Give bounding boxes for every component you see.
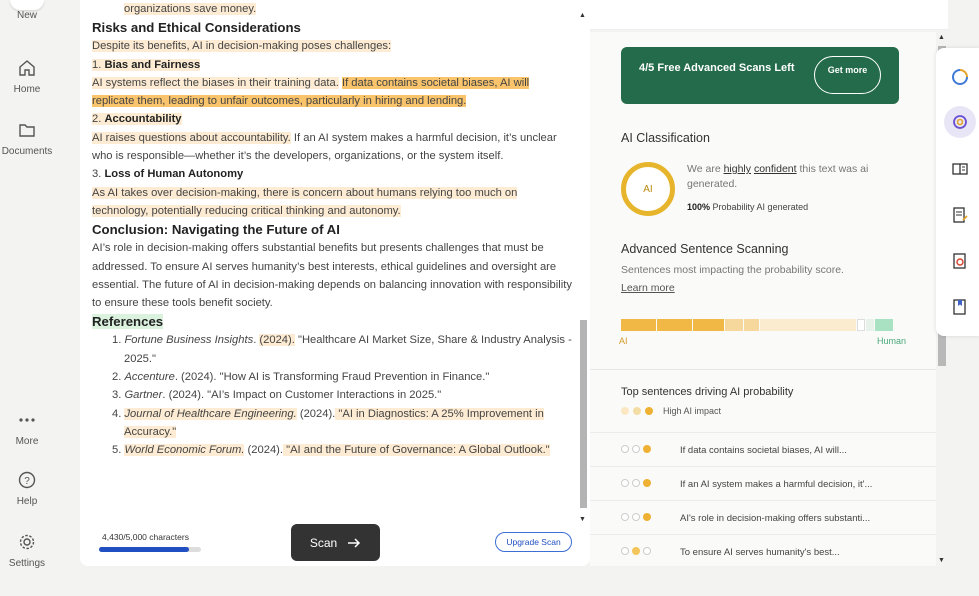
reference-item <box>92 405 572 442</box>
left-navigation <box>0 0 54 596</box>
sentence-text: If data contains societal biases, AI will... <box>680 445 847 456</box>
impact-legend <box>621 406 721 416</box>
reference-item <box>92 441 572 459</box>
upgrade-scan-button[interactable]: Upgrade Scan <box>495 532 572 552</box>
scale-segment <box>657 319 692 331</box>
character-progress-fill <box>99 547 189 552</box>
list-number: 3. <box>92 168 105 181</box>
list-number: 1. <box>92 58 105 71</box>
sentence-text: If an AI system makes a harmful decision, it'... <box>680 479 873 490</box>
ref-year: (2024). <box>168 389 205 402</box>
probability-value: 100% <box>687 202 711 212</box>
ref-sep: . <box>174 371 182 384</box>
ref-sep: . <box>162 389 169 402</box>
ai-detector-icon[interactable] <box>951 68 969 86</box>
document-text[interactable] <box>92 0 572 510</box>
desc-text: this text was ai generated. <box>687 163 869 190</box>
ref-number: 3. <box>112 389 125 402</box>
probability-label: Probability AI generated <box>710 202 809 212</box>
ref-source: Journal of Healthcare Engineering. <box>124 407 297 420</box>
ref-source: Fortune Business Insights <box>124 334 254 347</box>
nav-new[interactable] <box>0 0 54 21</box>
scan-circle-icon[interactable] <box>951 113 969 131</box>
ref-number: 1. <box>112 334 125 347</box>
nav-new-label: New <box>16 10 37 21</box>
book-icon[interactable] <box>951 160 969 178</box>
desc-confident[interactable]: confident <box>753 163 797 175</box>
nav-help-label: Help <box>16 496 38 507</box>
sentence-conclusion-a: AI’s role in decision-making offers substantial benefits but presents challenges that must be addressed. To ensure AI serves humanity’s best interests, ethical guidelines and oversight are essential. <box>92 242 557 291</box>
bookmark-document-icon[interactable] <box>951 298 969 316</box>
reference-item <box>92 368 572 386</box>
sentence-acc-b: If an AI system makes a harmful decision, it’s unclear who is responsible—whether it’s the developers, organizations, or the system itself. <box>92 131 557 163</box>
editor-scrollbar[interactable] <box>578 12 588 526</box>
reference-item <box>92 386 572 404</box>
ref-source: Gartner <box>124 389 163 402</box>
gear-icon <box>17 532 37 552</box>
legend-label: High AI impact <box>663 406 722 416</box>
scale-segment <box>725 319 743 331</box>
scroll-up-icon[interactable]: ▲ <box>938 34 945 41</box>
learn-more-link[interactable]: Learn more <box>621 282 675 294</box>
ai-classification-title: AI Classification <box>621 131 710 145</box>
edit-document-icon[interactable] <box>951 206 969 224</box>
ref-title: "AI’s Impact on Customer Interactions in 2025." <box>204 389 442 402</box>
doc-line: Despite its benefits, AI in decision-making poses challenges: <box>92 40 392 53</box>
editor-panel <box>80 0 590 566</box>
impact-dots <box>621 513 651 521</box>
ref-title: "How AI is Transforming Fraud Prevention in Finance." <box>216 371 490 384</box>
impact-dot <box>633 407 641 415</box>
nav-documents[interactable] <box>0 120 54 157</box>
list-number: 2. <box>92 113 105 126</box>
sentence-row[interactable] <box>590 466 936 500</box>
sentence-bias-a: AI systems reflect the biases in their training data. <box>92 76 339 89</box>
sentence-autonomy: As AI takes over decision-making, there is concern about humans relying too much on technology, potentially reducing critical thinking and autonomy. <box>92 186 518 217</box>
home-icon <box>17 58 37 78</box>
nav-documents-label: Documents <box>1 146 53 157</box>
scale-segment <box>693 319 724 331</box>
folder-icon <box>17 120 37 140</box>
ref-number: 5. <box>112 444 125 457</box>
nav-home[interactable] <box>0 58 54 95</box>
ref-number: 2. <box>112 371 125 384</box>
more-dots-icon <box>17 410 37 430</box>
doc-line: organizations save money. <box>124 3 257 15</box>
sentence-text: AI's role in decision-making offers substanti... <box>680 513 871 524</box>
scroll-down-icon[interactable]: ▼ <box>579 516 586 523</box>
promo-banner <box>621 47 899 104</box>
scale-segment <box>760 319 856 331</box>
probability-scale <box>621 319 899 331</box>
ai-description <box>687 162 897 192</box>
sentence-conclusion-b: The future of AI in decision-making depends on balancing innovation with responsibility to ensure these tools benefit society. <box>92 278 572 310</box>
results-panel <box>590 32 936 566</box>
sentence-text: To ensure AI serves humanity's best... <box>680 547 840 558</box>
scale-segment <box>621 319 656 331</box>
arrow-right-icon <box>347 537 361 549</box>
impact-dot <box>621 407 629 415</box>
scroll-up-icon[interactable]: ▲ <box>579 12 586 19</box>
scale-segment <box>744 319 759 331</box>
impact-dot <box>645 407 653 415</box>
ai-probability <box>687 202 808 212</box>
ref-title: "AI and the Future of Governance: A Global Outlook." <box>283 444 550 457</box>
editor-footer <box>80 520 590 566</box>
ai-score-ring: AI <box>621 162 675 216</box>
scale-segment <box>866 319 874 331</box>
new-button-icon[interactable] <box>10 0 44 10</box>
nav-more-label: More <box>15 436 39 447</box>
scan-button[interactable] <box>291 524 380 561</box>
scale-ai-label: AI <box>619 336 628 346</box>
svg-text:?: ? <box>24 476 30 487</box>
help-icon <box>17 470 37 490</box>
scale-human-label: Human <box>877 336 907 346</box>
ref-year: (2024). <box>259 334 295 347</box>
scale-marker <box>857 319 865 331</box>
heading-bias: Bias and Fairness <box>104 58 201 71</box>
ref-source: Accenture <box>124 371 175 384</box>
tool-dock <box>936 48 979 336</box>
top-bar <box>590 0 948 30</box>
reference-item <box>92 331 572 368</box>
impact-dots <box>621 547 651 555</box>
scroll-thumb[interactable] <box>580 320 587 508</box>
sentence-acc-a: AI raises questions about accountability. <box>92 131 291 144</box>
advanced-scanning-title: Advanced Sentence Scanning <box>621 242 789 256</box>
desc-highly[interactable]: highly <box>723 163 752 175</box>
heading-references: References <box>92 314 164 330</box>
ref-year: (2024). <box>181 371 217 384</box>
ref-year: (2024). <box>247 444 283 457</box>
scan-button-label: Scan <box>309 535 338 550</box>
sentence-row[interactable] <box>590 432 936 466</box>
ref-year: (2024). <box>299 407 336 420</box>
desc-text: We are <box>687 163 724 175</box>
heading-conclusion: Conclusion: Navigating the Future of AI <box>92 222 340 238</box>
character-progress <box>99 547 201 552</box>
ref-title: "Healthcare AI Market Size, Share & Industry Analysis - 2025." <box>124 334 572 365</box>
sentence-row[interactable] <box>590 534 936 566</box>
top-sentences-title: Top sentences driving AI probability <box>621 386 794 398</box>
ref-number: 4. <box>112 407 125 420</box>
heading-autonomy: Loss of Human Autonomy <box>104 168 244 181</box>
scale-segment <box>875 319 893 331</box>
ref-source: World Economic Forum. <box>124 444 245 457</box>
scroll-down-icon[interactable]: ▼ <box>938 557 945 564</box>
sentence-bias-b: If data contains societal biases, AI will replicate them, leading to unfair outcomes, particularly in hiring and lending. <box>92 76 530 108</box>
heading-risks: Risks and Ethical Considerations <box>92 20 301 36</box>
nav-settings[interactable] <box>0 532 54 569</box>
nav-help[interactable] <box>0 470 54 507</box>
divider <box>590 369 936 370</box>
nav-home-label: Home <box>13 84 41 95</box>
impact-dots <box>621 479 651 487</box>
get-more-button[interactable]: Get more <box>814 56 881 94</box>
character-count: 4,430/5,000 characters <box>102 532 189 542</box>
ref-sep: . <box>253 334 260 347</box>
nav-more[interactable] <box>0 410 54 447</box>
promo-text: 4/5 Free Advanced Scans Left <box>639 62 795 74</box>
plagiarism-icon[interactable] <box>951 252 969 270</box>
nav-settings-label: Settings <box>8 558 46 569</box>
advanced-scanning-subtitle: Sentences most impacting the probability score. <box>621 264 844 276</box>
impact-dots <box>621 445 651 453</box>
heading-accountability: Accountability <box>104 113 182 126</box>
sentence-row[interactable] <box>590 500 936 534</box>
ref-title: "AI in Diagnostics: A 25% Improvement in Accuracy." <box>124 407 544 438</box>
